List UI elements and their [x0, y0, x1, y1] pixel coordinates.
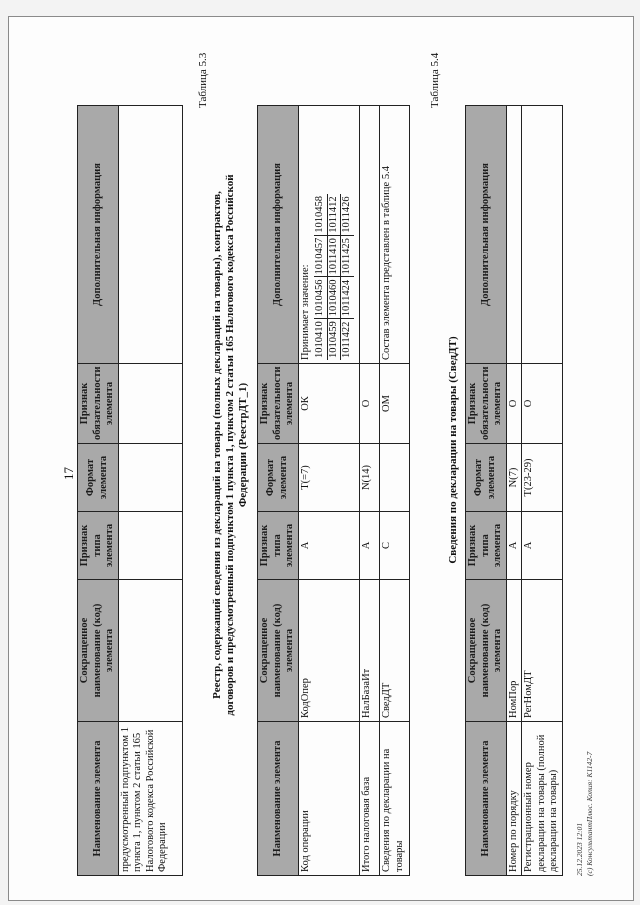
cell-mandatory: ОК	[298, 364, 360, 444]
code-value: 1010456	[314, 277, 327, 319]
code-value: 1011422	[341, 319, 354, 360]
cell-mandatory: О	[506, 364, 522, 444]
table-row	[298, 106, 360, 876]
info-text: Принимает значение:	[299, 264, 311, 360]
cell-code: КодОпер	[298, 580, 360, 722]
table-5-3-label: Таблица 5.3	[197, 52, 209, 108]
code-value: 1010410	[314, 319, 327, 360]
header-type: Признак типа элемента	[78, 512, 119, 580]
cell-format: T(23-29)	[522, 444, 563, 512]
cell-format	[380, 444, 410, 512]
code-value: 1010459	[327, 319, 341, 360]
cell-type: С	[380, 512, 410, 580]
page-number: 17	[61, 467, 76, 480]
cell-mandatory: О	[360, 364, 380, 444]
cell-code: СведДТ	[380, 580, 410, 722]
cell-type: А	[298, 512, 360, 580]
cell-type: А	[360, 512, 380, 580]
cell-info	[118, 106, 182, 364]
code-value: 1010458	[314, 194, 327, 235]
cell-type: А	[506, 512, 522, 580]
table-5-4-title: Сведения по декларации на товары (СведДТ)	[447, 336, 459, 564]
rotated-content	[9, 17, 633, 900]
header-format: Формат элемента	[466, 444, 507, 512]
cell-format: T(=7)	[298, 444, 360, 512]
code-value: 1011412	[327, 194, 341, 235]
table-row	[360, 106, 380, 876]
cell-format	[118, 444, 182, 512]
cell-info	[522, 106, 563, 364]
header-name: Наименование элемента	[78, 722, 119, 876]
table-5-3	[257, 105, 410, 876]
cell-mandatory: О	[522, 364, 563, 444]
code-value: 1011425	[341, 235, 354, 277]
table-row	[522, 106, 563, 876]
header-type: Признак типа элемента	[466, 512, 507, 580]
cell-info	[298, 106, 360, 364]
cell-info	[506, 106, 522, 364]
table-row	[380, 106, 410, 876]
cell-info	[360, 106, 380, 364]
table-5-3-title: Реестр, содержащий сведения из деклараций на товары (полных деклараций на товары), контрактов, договоров и предусмотренный подпунктом 1 пункта 1, пунктом 2 статьи 165 Налогового кодекса Российской Федерации (РеестрДТ_1)	[211, 174, 249, 716]
cell-code: НомПор	[506, 580, 522, 722]
cell-type: А	[522, 512, 563, 580]
cell-name: Регистрационный номер декларации на товары (полной декларации на товары)	[522, 722, 563, 876]
top-table	[77, 105, 183, 876]
header-code: Сокращенное наименование (код) элемента	[466, 580, 507, 722]
code-list	[314, 194, 354, 360]
document-page	[8, 16, 634, 901]
table-row	[118, 106, 182, 876]
header-info: Дополнительная информация	[78, 106, 119, 364]
header-name: Наименование элемента	[466, 722, 507, 876]
cell-name: Сведения по декларации на товары	[380, 722, 410, 876]
cell-code: НалБазаИт	[360, 580, 380, 722]
cell-type	[118, 512, 182, 580]
cell-name: Номер по порядку	[506, 722, 522, 876]
table-5-4	[465, 105, 563, 876]
cell-code	[118, 580, 182, 722]
cell-code: РегНомДТ	[522, 580, 563, 722]
code-value: 1011424	[341, 277, 354, 319]
header-mandatory: Признак обязательности элемента	[258, 364, 299, 444]
header-code: Сокращенное наименование (код) элемента	[258, 580, 299, 722]
footer-date: 25.12.2023 12:01	[575, 822, 584, 876]
header-info: Дополнительная информация	[258, 106, 299, 364]
header-mandatory: Признак обязательности элемента	[78, 364, 119, 444]
code-value: 1010460	[327, 277, 341, 319]
cell-mandatory	[118, 364, 182, 444]
header-type: Признак типа элемента	[258, 512, 299, 580]
code-value: 1010457	[314, 235, 327, 277]
header-format: Формат элемента	[258, 444, 299, 512]
header-code: Сокращенное наименование (код) элемента	[78, 580, 119, 722]
cell-name: предусмотренный подпунктом 1 пункта 1, пунктом 2 статьи 165 Налогового кодекса Российской Федерации	[118, 722, 182, 876]
cell-mandatory: ОМ	[380, 364, 410, 444]
footer-source: (c) КонсультантПлюс. Копия: K1142-7	[585, 751, 594, 876]
code-value: 1011410	[327, 235, 341, 277]
code-value: 1011426	[341, 196, 352, 233]
table-row	[506, 106, 522, 876]
cell-info: Состав элемента представлен в таблице 5.4	[380, 106, 410, 364]
header-info: Дополнительная информация	[466, 106, 507, 364]
cell-format: N(7)	[506, 444, 522, 512]
header-mandatory: Признак обязательности элемента	[466, 364, 507, 444]
cell-format: N(14)	[360, 444, 380, 512]
cell-name: Итого налоговая база	[360, 722, 380, 876]
header-name: Наименование элемента	[258, 722, 299, 876]
table-5-4-label: Таблица 5.4	[429, 52, 441, 108]
cell-name: Код операции	[298, 722, 360, 876]
header-format: Формат элемента	[78, 444, 119, 512]
